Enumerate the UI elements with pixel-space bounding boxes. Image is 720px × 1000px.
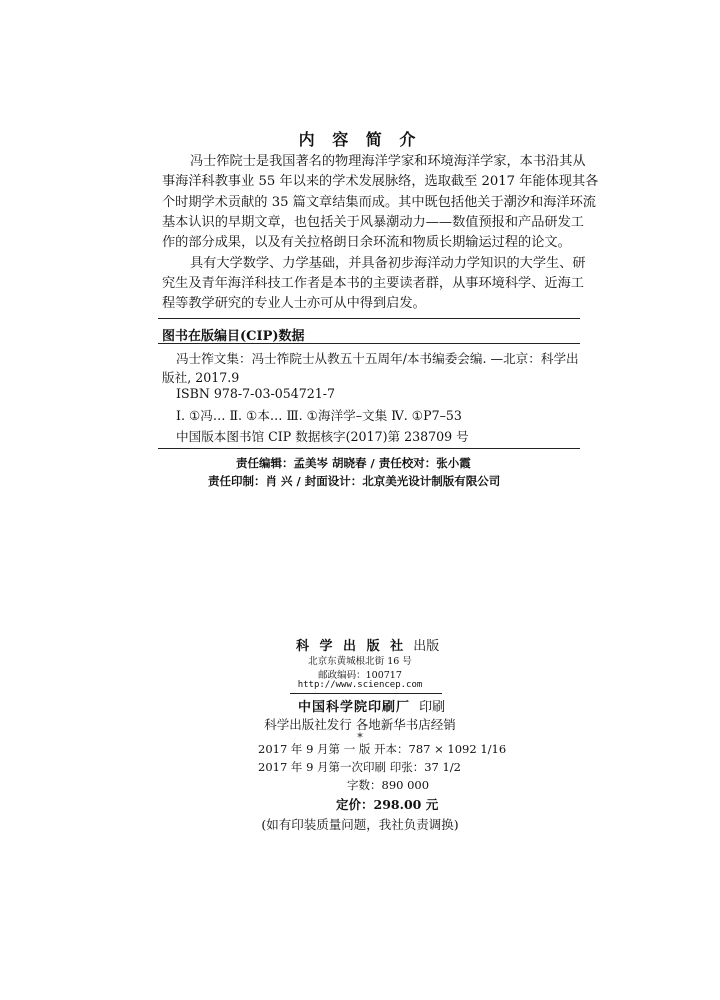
word-count: 字数：890 000 bbox=[347, 778, 430, 792]
intro-paragraph-1-line: 事海洋科教事业 55 年以来的学术发展脉络，选取截至 2017 年能体现其各 bbox=[162, 174, 599, 189]
cip-title-line: 冯士筰文集：冯士筰院士从教五十五周年/本书编委会编. —北京：科学出 bbox=[176, 351, 579, 366]
cip-bottom-rule bbox=[158, 448, 580, 449]
intro-paragraph-2-line: 究生及青年海洋科技工作者是本书的主要读者群，从事环境科学、近海工 bbox=[162, 276, 584, 291]
printing-info: 2017 年 9 月第一次印刷 印张：37 1/2 bbox=[258, 760, 462, 774]
publisher-line bbox=[296, 635, 439, 654]
cip-heading: 图书在版编目(CIP)数据 bbox=[162, 329, 305, 344]
printer-line bbox=[298, 696, 445, 715]
intro-paragraph-1-line: 作的部分成果，以及有关拉格朗日余环流和物质长期输运过程的论文。 bbox=[162, 235, 571, 250]
cip-title-line: 版社, 2017.9 bbox=[162, 370, 240, 385]
divider-star: * bbox=[357, 731, 363, 744]
editors-line-1: 责任编辑：孟美岑 胡晓春 / 责任校对：张小霞 bbox=[236, 456, 471, 470]
publisher-address: 北京东黄城根北街 16 号 bbox=[308, 656, 412, 667]
publisher-postcode: 邮政编码：100717 bbox=[318, 670, 402, 681]
intro-paragraph-1-line: 个时期学术贡献的 35 篇文章结集而成。其中既包括他关于潮汐和海洋环流 bbox=[162, 195, 596, 210]
printer-suffix: 印刷 bbox=[419, 700, 446, 715]
cip-classification: Ⅰ. ①冯… Ⅱ. ①本… Ⅲ. ①海洋学–文集 Ⅳ. ①P7–53 bbox=[176, 408, 462, 423]
intro-paragraph-1-line: 冯士筰院士是我国著名的物理海洋学家和环境海洋学家，本书沿其从 bbox=[190, 154, 586, 169]
publisher-url: http://www.sciencep.com bbox=[297, 680, 423, 690]
publisher-name: 科 学 出 版 社 bbox=[296, 639, 407, 654]
cip-library-number: 中国版本图书馆 CIP 数据核字(2017)第 238709 号 bbox=[176, 429, 469, 444]
printer-name: 中国科学院印刷厂 bbox=[298, 700, 411, 715]
page-title: 内 容 简 介 bbox=[298, 130, 422, 149]
cip-heading-rule bbox=[158, 343, 580, 344]
editors-line-2: 责任印制：肖 兴 / 封面设计：北京美光设计制版有限公司 bbox=[208, 474, 501, 488]
distribution: 科学出版社发行 各地新华书店经销 bbox=[264, 717, 456, 732]
edition-info: 2017 年 9 月第 一 版 开本：787 × 1092 1/16 bbox=[258, 742, 507, 756]
intro-paragraph-2-line: 程等教学研究的专业人士亦可从中得到启发。 bbox=[162, 296, 426, 311]
intro-paragraph-1-line: 基本认识的早期文章，也包括关于风暴潮动力——数值预报和产品研发工 bbox=[162, 215, 584, 230]
intro-paragraph-2-line: 具有大学数学、力学基础，并具备初步海洋动力学知识的大学生、研 bbox=[190, 256, 586, 271]
publisher-suffix: 出版 bbox=[413, 639, 440, 654]
quality-note: (如有印装质量问题，我社负责调换) bbox=[261, 817, 459, 832]
price: 定价：298.00 元 bbox=[336, 797, 439, 812]
cip-isbn: ISBN 978-7-03-054721-7 bbox=[176, 386, 336, 401]
cip-top-rule bbox=[158, 318, 580, 319]
publisher-rule bbox=[290, 693, 442, 694]
